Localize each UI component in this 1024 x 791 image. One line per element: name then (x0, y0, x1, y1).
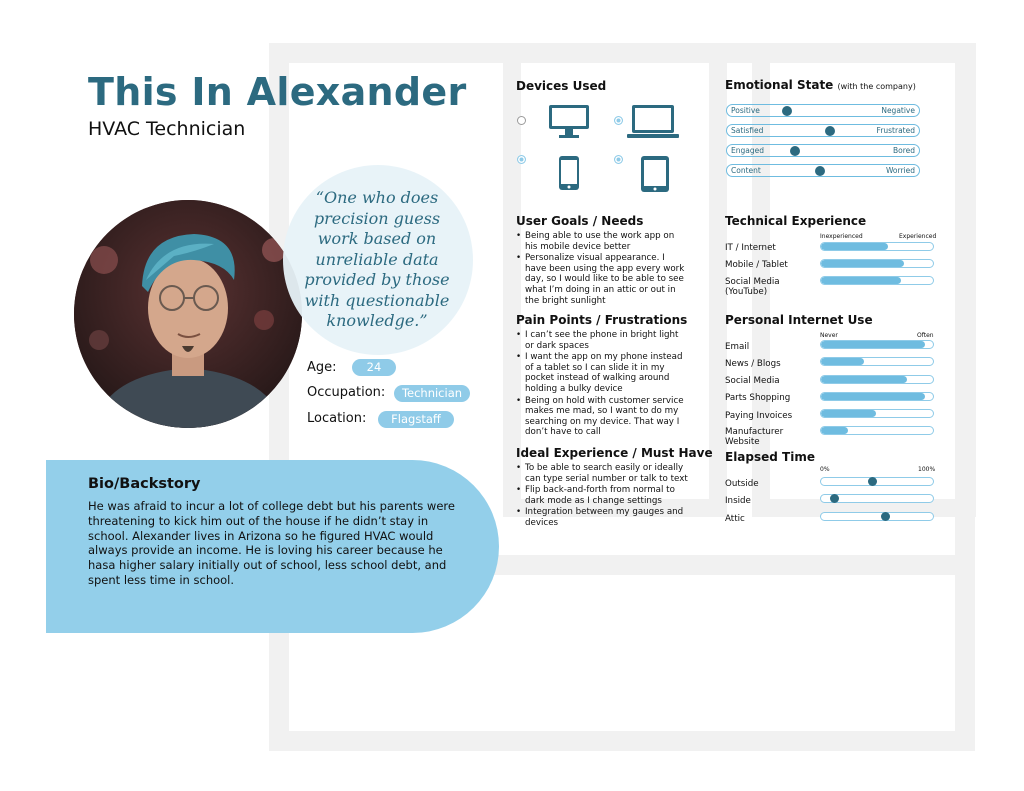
technical-bar-fill (821, 260, 904, 267)
devices-title: Devices Used (516, 79, 607, 93)
internet-bar (820, 426, 934, 435)
internet-bar-fill (821, 427, 848, 434)
elapsed-scale-min: 0% (820, 466, 830, 473)
list-item: • Being on hold with customer service makes me mad, so I want to do my searching on my device. That way I don’t have to call (516, 396, 686, 438)
emotional-title (725, 78, 916, 92)
smartphone-icon (558, 155, 580, 191)
slider-knob[interactable] (815, 166, 825, 176)
emotional-right-label: Bored (892, 146, 915, 155)
emotional-slider[interactable] (726, 104, 920, 117)
internet-bar-fill (821, 376, 907, 383)
occupation-label: Occupation: (307, 385, 386, 400)
technical-bar (820, 259, 934, 268)
persona-role: HVAC Technician (88, 118, 246, 140)
technical-row-label: Social Media (YouTube) (725, 277, 780, 297)
ideal-title: Ideal Experience / Must Have (516, 446, 713, 460)
internet-bar-fill (821, 410, 876, 417)
emotional-left-label: Engaged (731, 146, 764, 155)
ideal-list (516, 463, 688, 530)
internet-bar-fill (821, 358, 864, 365)
elapsed-scale-max: 100% (918, 466, 936, 473)
internet-bar (820, 409, 934, 418)
slider-knob[interactable] (830, 494, 839, 503)
persona-portrait-illustration (74, 200, 302, 428)
internet-bar (820, 392, 934, 401)
list-item: • I want the app on my phone instead of a tablet so I can slide it in my pocket instead of walking around holding a bulky device (516, 352, 686, 394)
technical-scale-min: Inexperienced (820, 233, 863, 240)
technical-row-label: IT / Internet (725, 243, 776, 253)
device-radio-tablet[interactable] (614, 155, 623, 164)
technical-bar-fill (821, 277, 901, 284)
emotional-right-label: Negative (881, 106, 915, 115)
age-value: 24 (352, 359, 396, 376)
emotional-slider[interactable] (726, 144, 920, 157)
emotional-slider[interactable] (726, 164, 920, 177)
slider-knob[interactable] (868, 477, 877, 486)
internet-scale-max: Often (917, 332, 934, 339)
occupation-value: Technician (394, 385, 470, 402)
emotional-left-label: Positive (731, 106, 760, 115)
goals-list (516, 231, 686, 307)
list-item: • Personalize visual appearance. I have been using the app every work day, so I would like to be able to see what I’m doing in an attic or out in the bright sunlight (516, 253, 686, 306)
laptop-icon (626, 104, 680, 140)
slider-knob[interactable] (881, 512, 890, 521)
internet-row-label: Manufacturer Website (725, 427, 784, 447)
slider-knob[interactable] (790, 146, 800, 156)
elapsed-row-label: Outside (725, 479, 759, 489)
emotional-left-label: Satisfied (731, 126, 764, 135)
emotional-subtitle: (with the company) (837, 82, 916, 91)
technical-scale-max: Experienced (899, 233, 937, 240)
list-item: • Integration between my gauges and devices (516, 507, 688, 528)
elapsed-row-label: Attic (725, 514, 745, 524)
internet-row-label: Parts Shopping (725, 393, 791, 403)
slider-knob[interactable] (782, 106, 792, 116)
internet-bar-fill (821, 341, 925, 348)
location-value: Flagstaff (378, 411, 454, 428)
list-item: • I can’t see the phone in bright light or dark spaces (516, 330, 686, 351)
internet-row-label: Social Media (725, 376, 780, 386)
internet-bar (820, 357, 934, 366)
pain-points-title: Pain Points / Frustrations (516, 313, 688, 327)
persona-name: This In Alexander (88, 70, 467, 114)
technical-row-label: Mobile / Tablet (725, 260, 788, 270)
desktop-monitor-icon (548, 104, 590, 140)
emotional-left-label: Content (731, 166, 761, 175)
bio-text: He was afraid to incur a lot of college debt but his parents were threatening to kick him out of the house if he didn’t stay in school. Alexander lives in Arizona so he figured HVAC would always provide an income. He is loving his career because he hasa higher salary initially out of school, less school debt, and spent less time in school. (88, 499, 455, 587)
device-radio-laptop[interactable] (614, 116, 623, 125)
slider-knob[interactable] (825, 126, 835, 136)
emotional-title-text: Emotional State (725, 78, 834, 92)
elapsed-row-label: Inside (725, 496, 751, 506)
internet-bar-fill (821, 393, 925, 400)
persona-photo (74, 200, 302, 428)
emotional-slider[interactable] (726, 124, 920, 137)
device-radio-smartphone[interactable] (517, 155, 526, 164)
elapsed-slider[interactable] (820, 494, 934, 503)
goals-title: User Goals / Needs (516, 214, 644, 228)
tablet-icon (640, 155, 670, 193)
list-item: • Flip back-and-forth from normal to dark mode as I change settings (516, 485, 688, 506)
pain-points-list (516, 330, 686, 439)
list-item: • To be able to search easily or ideally can type serial number or talk to text (516, 463, 688, 484)
technical-bar (820, 276, 934, 285)
elapsed-slider[interactable] (820, 512, 934, 521)
bio-panel (46, 460, 499, 633)
emotional-right-label: Worried (885, 166, 915, 175)
elapsed-title: Elapsed Time (725, 450, 815, 464)
age-label: Age: (307, 360, 337, 375)
technical-bar-fill (821, 243, 888, 250)
elapsed-slider[interactable] (820, 477, 934, 486)
persona-quote: “One who does precision guess work based on unreliable data provided by those with questionable knowledge.” (304, 188, 450, 330)
internet-bar (820, 375, 934, 384)
internet-row-label: Paying Invoices (725, 411, 793, 421)
technical-bar (820, 242, 934, 251)
internet-row-label: Email (725, 342, 750, 352)
internet-scale-min: Never (820, 332, 838, 339)
internet-row-label: News / Blogs (725, 359, 781, 369)
technical-title: Technical Experience (725, 214, 867, 228)
internet-bar (820, 340, 934, 349)
location-label: Location: (307, 411, 367, 426)
bio-title: Bio/Backstory (88, 476, 201, 492)
list-item: • Being able to use the work app on his mobile device better (516, 231, 686, 252)
internet-title: Personal Internet Use (725, 313, 873, 327)
device-radio-desktop[interactable] (517, 116, 526, 125)
emotional-right-label: Frustrated (876, 126, 915, 135)
